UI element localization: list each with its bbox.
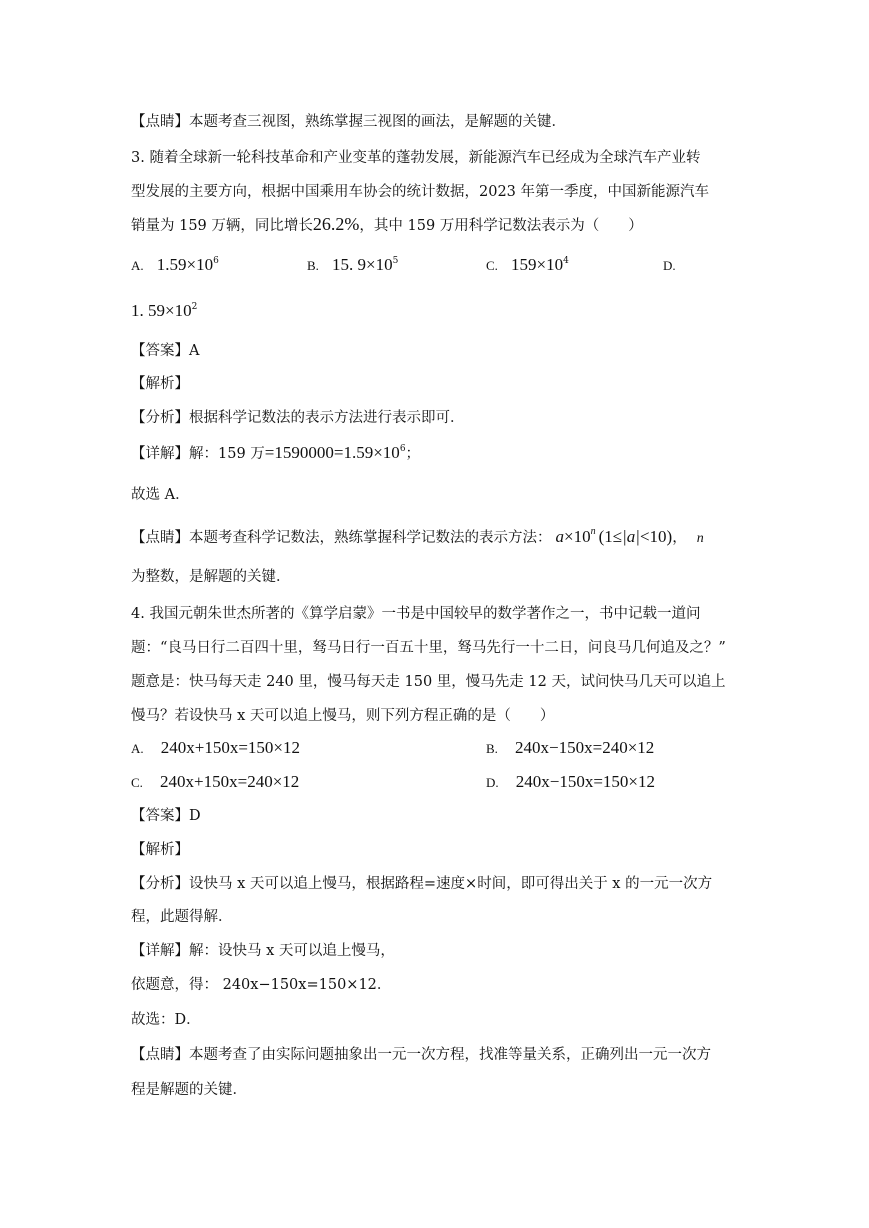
option-label: D. <box>663 258 676 273</box>
q3-detail <box>131 443 741 464</box>
q3-option-c[interactable] <box>486 255 569 275</box>
comment-text: 【点睛】本题考查科学记数法，熟练掌握科学记数法的表示方法： <box>131 530 552 546</box>
option-exponent: 5 <box>392 256 399 266</box>
detail-punct: ； <box>405 446 421 462</box>
option-equation: 240x+150x=240×12 <box>160 772 300 791</box>
q4-stem-line-3: 题意是：快马每天走 240 里，慢马每天走 150 里，慢马先走 12 天，试问快马几天可以追上 <box>131 674 726 690</box>
option-value: 1. 59×10 <box>131 301 192 320</box>
detail-exponent: 6 <box>399 444 406 454</box>
math-exponent-n: n <box>590 526 596 537</box>
detail-equation: =1590000=1.59×10 <box>264 443 400 462</box>
q3-answer: 【答案】A <box>131 343 200 359</box>
comment-sep: ， <box>672 530 687 546</box>
q3-stem-line-1: 3. 随着全球新一轮科技革命和产业变革的蓬勃发展，新能源汽车已经成为全球汽车产业转 <box>131 150 701 166</box>
q4-stem-line-2: 题：“良马日行二百四十里，驽马日行一百五十里，驽马先行一十二日，问良马几何追及之？” <box>131 640 726 656</box>
option-label: D. <box>486 775 499 790</box>
q3-stem-text: 销量为 159 万辆，同比增长 <box>131 218 313 234</box>
math-var-a: a <box>555 527 564 546</box>
math-range-start: (1≤ <box>598 527 623 546</box>
detail-text: 【详解】解：159 万 <box>131 446 265 462</box>
q3-analysis-heading: 【解析】 <box>131 376 189 392</box>
q4-stem-line-4: 慢马？若设快马 x 天可以追上慢马，则下列方程正确的是（ ） <box>131 708 555 724</box>
q4-option-d[interactable] <box>486 772 655 792</box>
option-label: B. <box>307 258 319 273</box>
q4-analysis-line-1: 【分析】设快马 x 天可以追上慢马，根据路程=速度×时间，即可得出关于 x 的一元一次方 <box>131 876 713 892</box>
q4-answer: 【答案】D <box>131 808 201 824</box>
q3-option-d[interactable] <box>663 255 676 274</box>
q3-option-a[interactable] <box>131 255 219 275</box>
option-equation: 240x−150x=240×12 <box>515 738 655 757</box>
q3-option-d-value <box>131 301 197 321</box>
q3-option-b[interactable] <box>307 255 398 275</box>
q4-detail-line-2: 依题意，得： 240x−150x=150×12． <box>131 977 392 993</box>
option-label: A. <box>131 258 144 273</box>
option-label: A. <box>131 741 144 756</box>
math-range-end: <10) <box>639 527 673 546</box>
q4-analysis-heading: 【解析】 <box>131 842 189 858</box>
option-equation: 240x+150x=150×12 <box>160 738 300 757</box>
math-abs-a: |a| <box>622 527 640 546</box>
q3-analysis: 【分析】根据科学记数法的表示方法进行表示即可． <box>131 410 465 426</box>
q4-option-c[interactable] <box>131 772 299 792</box>
q4-comment-line-1: 【点睛】本题考查了由实际问题抽象出一元一次方程，找准等量关系，正确列出一元一次方 <box>131 1047 711 1063</box>
q3-stem-text-2: ，其中 159 万用科学记数法表示为（ ） <box>359 218 643 234</box>
q2-comment: 【点睛】本题考查三视图，熟练掌握三视图的画法，是解题的关键． <box>131 114 566 130</box>
option-label: C. <box>131 775 143 790</box>
q4-conclusion: 故选：D． <box>131 1012 201 1028</box>
q4-option-b[interactable] <box>486 738 654 758</box>
q3-stem-line-3 <box>131 214 741 236</box>
math-times-ten: ×10 <box>564 527 591 546</box>
q4-analysis-line-2: 程，此题得解． <box>131 909 233 925</box>
option-exponent: 4 <box>563 256 569 266</box>
q3-conclusion: 故选 A． <box>131 487 190 503</box>
q3-comment-line-1 <box>131 527 741 549</box>
option-value: 1.59×10 <box>156 255 214 274</box>
q3-comment-line-2: 为整数，是解题的关键． <box>131 569 291 585</box>
option-value: 159×10 <box>511 255 564 274</box>
option-label: C. <box>486 258 498 273</box>
option-value: 15. 9×10 <box>332 255 393 274</box>
option-exponent: 6 <box>213 256 219 266</box>
option-label: B. <box>486 741 498 756</box>
q4-stem-line-1: 4. 我国元朝朱世杰所著的《算学启蒙》一书是中国较早的数学著作之一，书中记载一道问 <box>131 606 701 622</box>
q4-detail-line-1: 【详解】解：设快马 x 天可以追上慢马， <box>131 943 395 959</box>
math-var-n: n <box>696 531 704 546</box>
option-exponent: 2 <box>191 302 198 312</box>
q3-stem-line-2: 型发展的主要方向，根据中国乘用车协会的统计数据，2023 年第一季度，中国新能源汽车 <box>131 184 710 200</box>
q3-growth-rate: 26.2% <box>312 214 360 234</box>
q4-option-a[interactable] <box>131 738 300 758</box>
option-equation: 240x−150x=150×12 <box>515 772 655 791</box>
q4-comment-line-2: 程是解题的关键． <box>131 1082 247 1098</box>
